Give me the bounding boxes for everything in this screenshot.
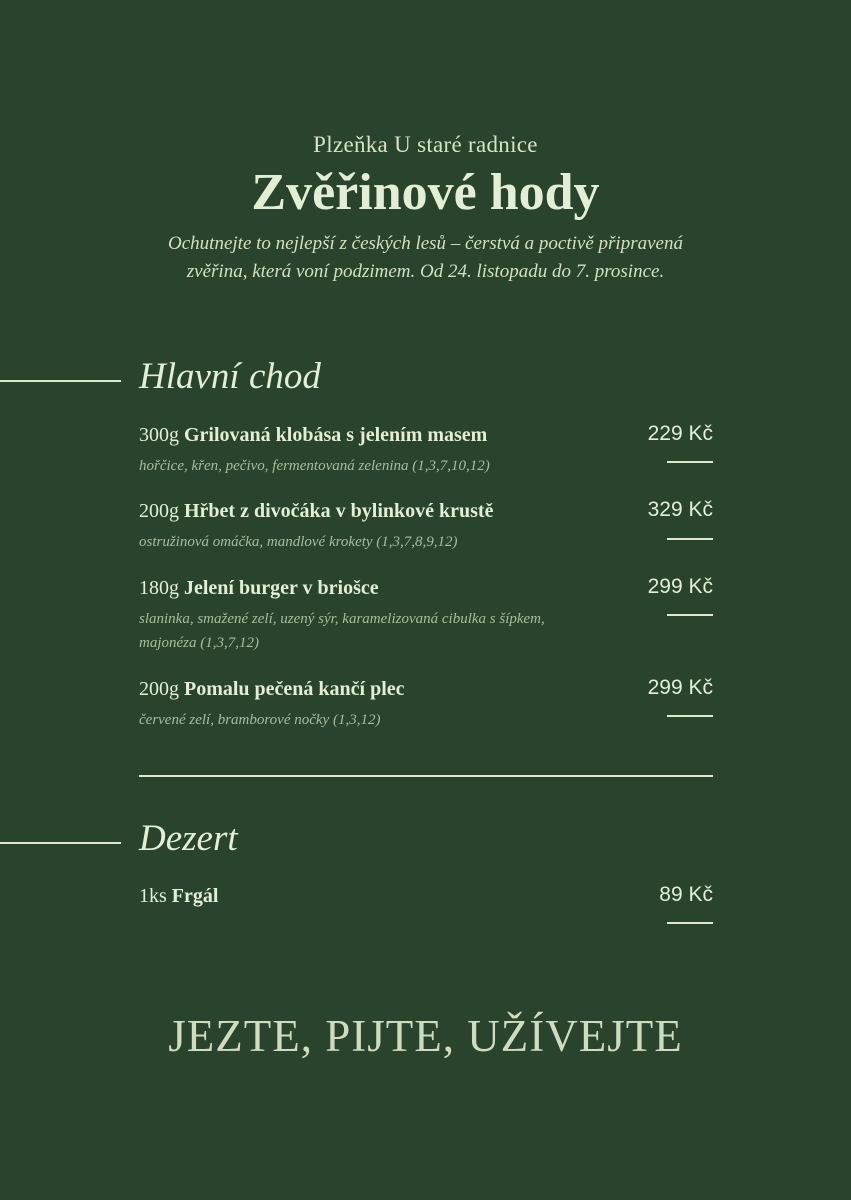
item-description: červené zelí, bramborové nočky (1,3,12) (139, 712, 381, 728)
item-name (139, 498, 713, 524)
price-underline (667, 461, 713, 463)
menu-item (139, 883, 713, 909)
item-description: hořčice, křen, pečivo, fermentovaná zelenina (1,3,7,10,12) (139, 458, 490, 474)
menu-title: Zvěřinové hody (251, 164, 600, 221)
item-price: 299 Kč (647, 676, 713, 699)
item-price: 89 Kč (659, 883, 713, 906)
item-dish: Hřbet z divočáka v bylinkové krustě (184, 500, 494, 522)
item-name (139, 575, 713, 601)
item-dish: Frgál (171, 885, 219, 907)
price-underline (667, 538, 713, 540)
section-title-dessert: Dezert (139, 818, 238, 859)
item-weight: 200g (139, 500, 179, 522)
item-dish: Jelení burger v briošce (184, 577, 379, 599)
menu-header (0, 132, 851, 286)
menu-item (139, 498, 713, 554)
item-weight: 300g (139, 424, 179, 446)
item-price: 299 Kč (647, 575, 713, 598)
menu-item (139, 676, 713, 732)
section-title-main: Hlavní chod (139, 356, 321, 397)
item-weight: 1ks (139, 885, 167, 907)
section-rule (0, 842, 121, 844)
item-price: 329 Kč (647, 498, 713, 521)
item-price: 229 Kč (647, 422, 713, 445)
intro-line: Ochutnejte to nejlepší z českých lesů – čerstvá a poctivě připravená (168, 233, 683, 254)
item-weight: 180g (139, 577, 179, 599)
section-divider (139, 775, 713, 777)
section-rule (0, 380, 121, 382)
footer-slogan: JEZTE, PIJTE, UŽÍVEJTE (168, 1011, 683, 1061)
item-description: ostružinová omáčka, mandlové krokety (1,3,7,8,9,12) (139, 534, 458, 550)
item-weight: 200g (139, 678, 179, 700)
price-underline (667, 922, 713, 924)
menu-item (139, 575, 713, 655)
item-dish: Grilovaná klobása s jelením masem (184, 424, 488, 446)
menu-item (139, 422, 713, 478)
item-name (139, 883, 713, 909)
item-description: slaninka, smažené zelí, uzený sýr, karamelizovaná cibulka s šípkem, majonéza (1,3,7,12) (139, 611, 545, 651)
price-underline (667, 614, 713, 616)
item-name (139, 676, 713, 702)
price-underline (667, 715, 713, 717)
item-dish: Pomalu pečená kančí plec (184, 678, 405, 700)
restaurant-name: Plzeňka U staré radnice (313, 132, 538, 157)
intro-line: zvěřina, která voní podzimem. Od 24. listopadu do 7. prosince. (186, 261, 665, 282)
menu-intro (126, 230, 726, 286)
item-name (139, 422, 713, 448)
